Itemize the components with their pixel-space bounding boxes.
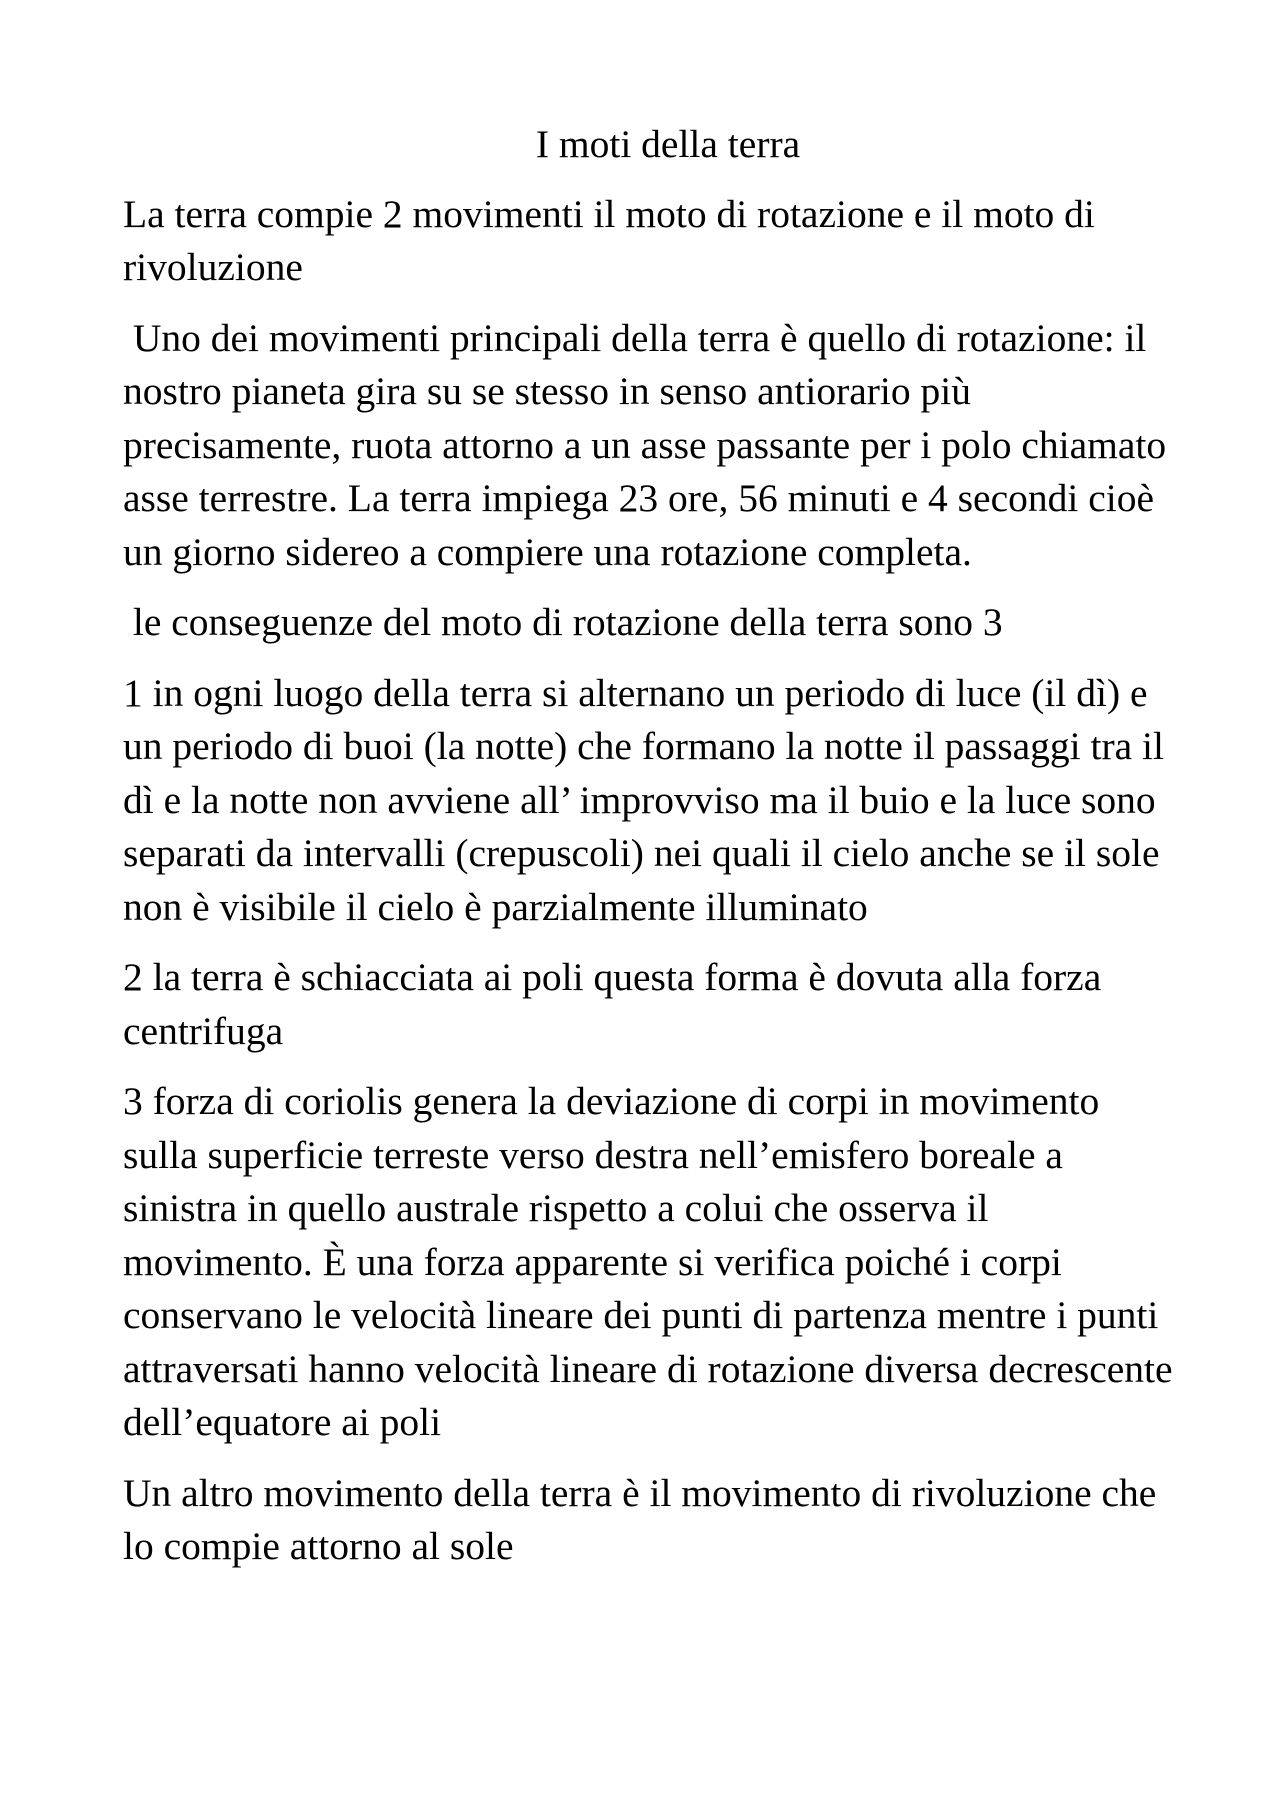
paragraph-revolution: Un altro movimento della terra è il movimento di rivoluzione che lo compie attorno al sole xyxy=(123,1470,1167,1568)
document-body xyxy=(123,118,1183,1591)
paragraph-consequences-heading: le conseguenze del moto di rotazione della terra sono 3 xyxy=(123,600,1003,644)
paragraph-consequence-2: 2 la terra è schiacciata ai poli questa forma è dovuta alla forza centrifuga xyxy=(123,955,1112,1053)
paragraph-intro: La terra compie 2 movimenti il moto di rotazione e il moto di rivoluzione xyxy=(123,191,1105,289)
paragraph-consequence-1: 1 in ogni luogo della terra si alternano un periodo di luce (il dì) e un periodo di buoi (la notte) che formano la notte il passaggi tra il dì e la notte non avviene all’ improvviso ma il buio e la luce sono separati da intervalli (crepuscoli) nei quali il cielo anche se il sole non è visibile il cielo è parzialmente illuminato xyxy=(123,670,1174,929)
paragraph-consequence-3: 3 forza di coriolis genera la deviazione di corpi in movimento sulla superficie terreste verso destra nell’emisfero boreale a sinistra in quello australe rispetto a colui che osserva il movimento. È una forza apparente si verifica poiché i corpi conservano le velocità lineare dei punti di partenza mentre i punti attraversati hanno velocità lineare di rotazione diversa decrescente dell’equatore ai poli xyxy=(123,1079,1183,1444)
paragraph-rotation: Uno dei movimenti principali della terra è quello di rotazione: il nostro pianeta gira su se stesso in senso antiorario più precisamente, ruota attorno a un asse passante per i polo chiamato asse terrestre. La terra impiega 23 ore, 56 minuti e 4 secondi cioè un giorno sidereo a compiere una rotazione completa. xyxy=(123,315,1176,574)
document-title: I moti della terra xyxy=(535,122,801,166)
